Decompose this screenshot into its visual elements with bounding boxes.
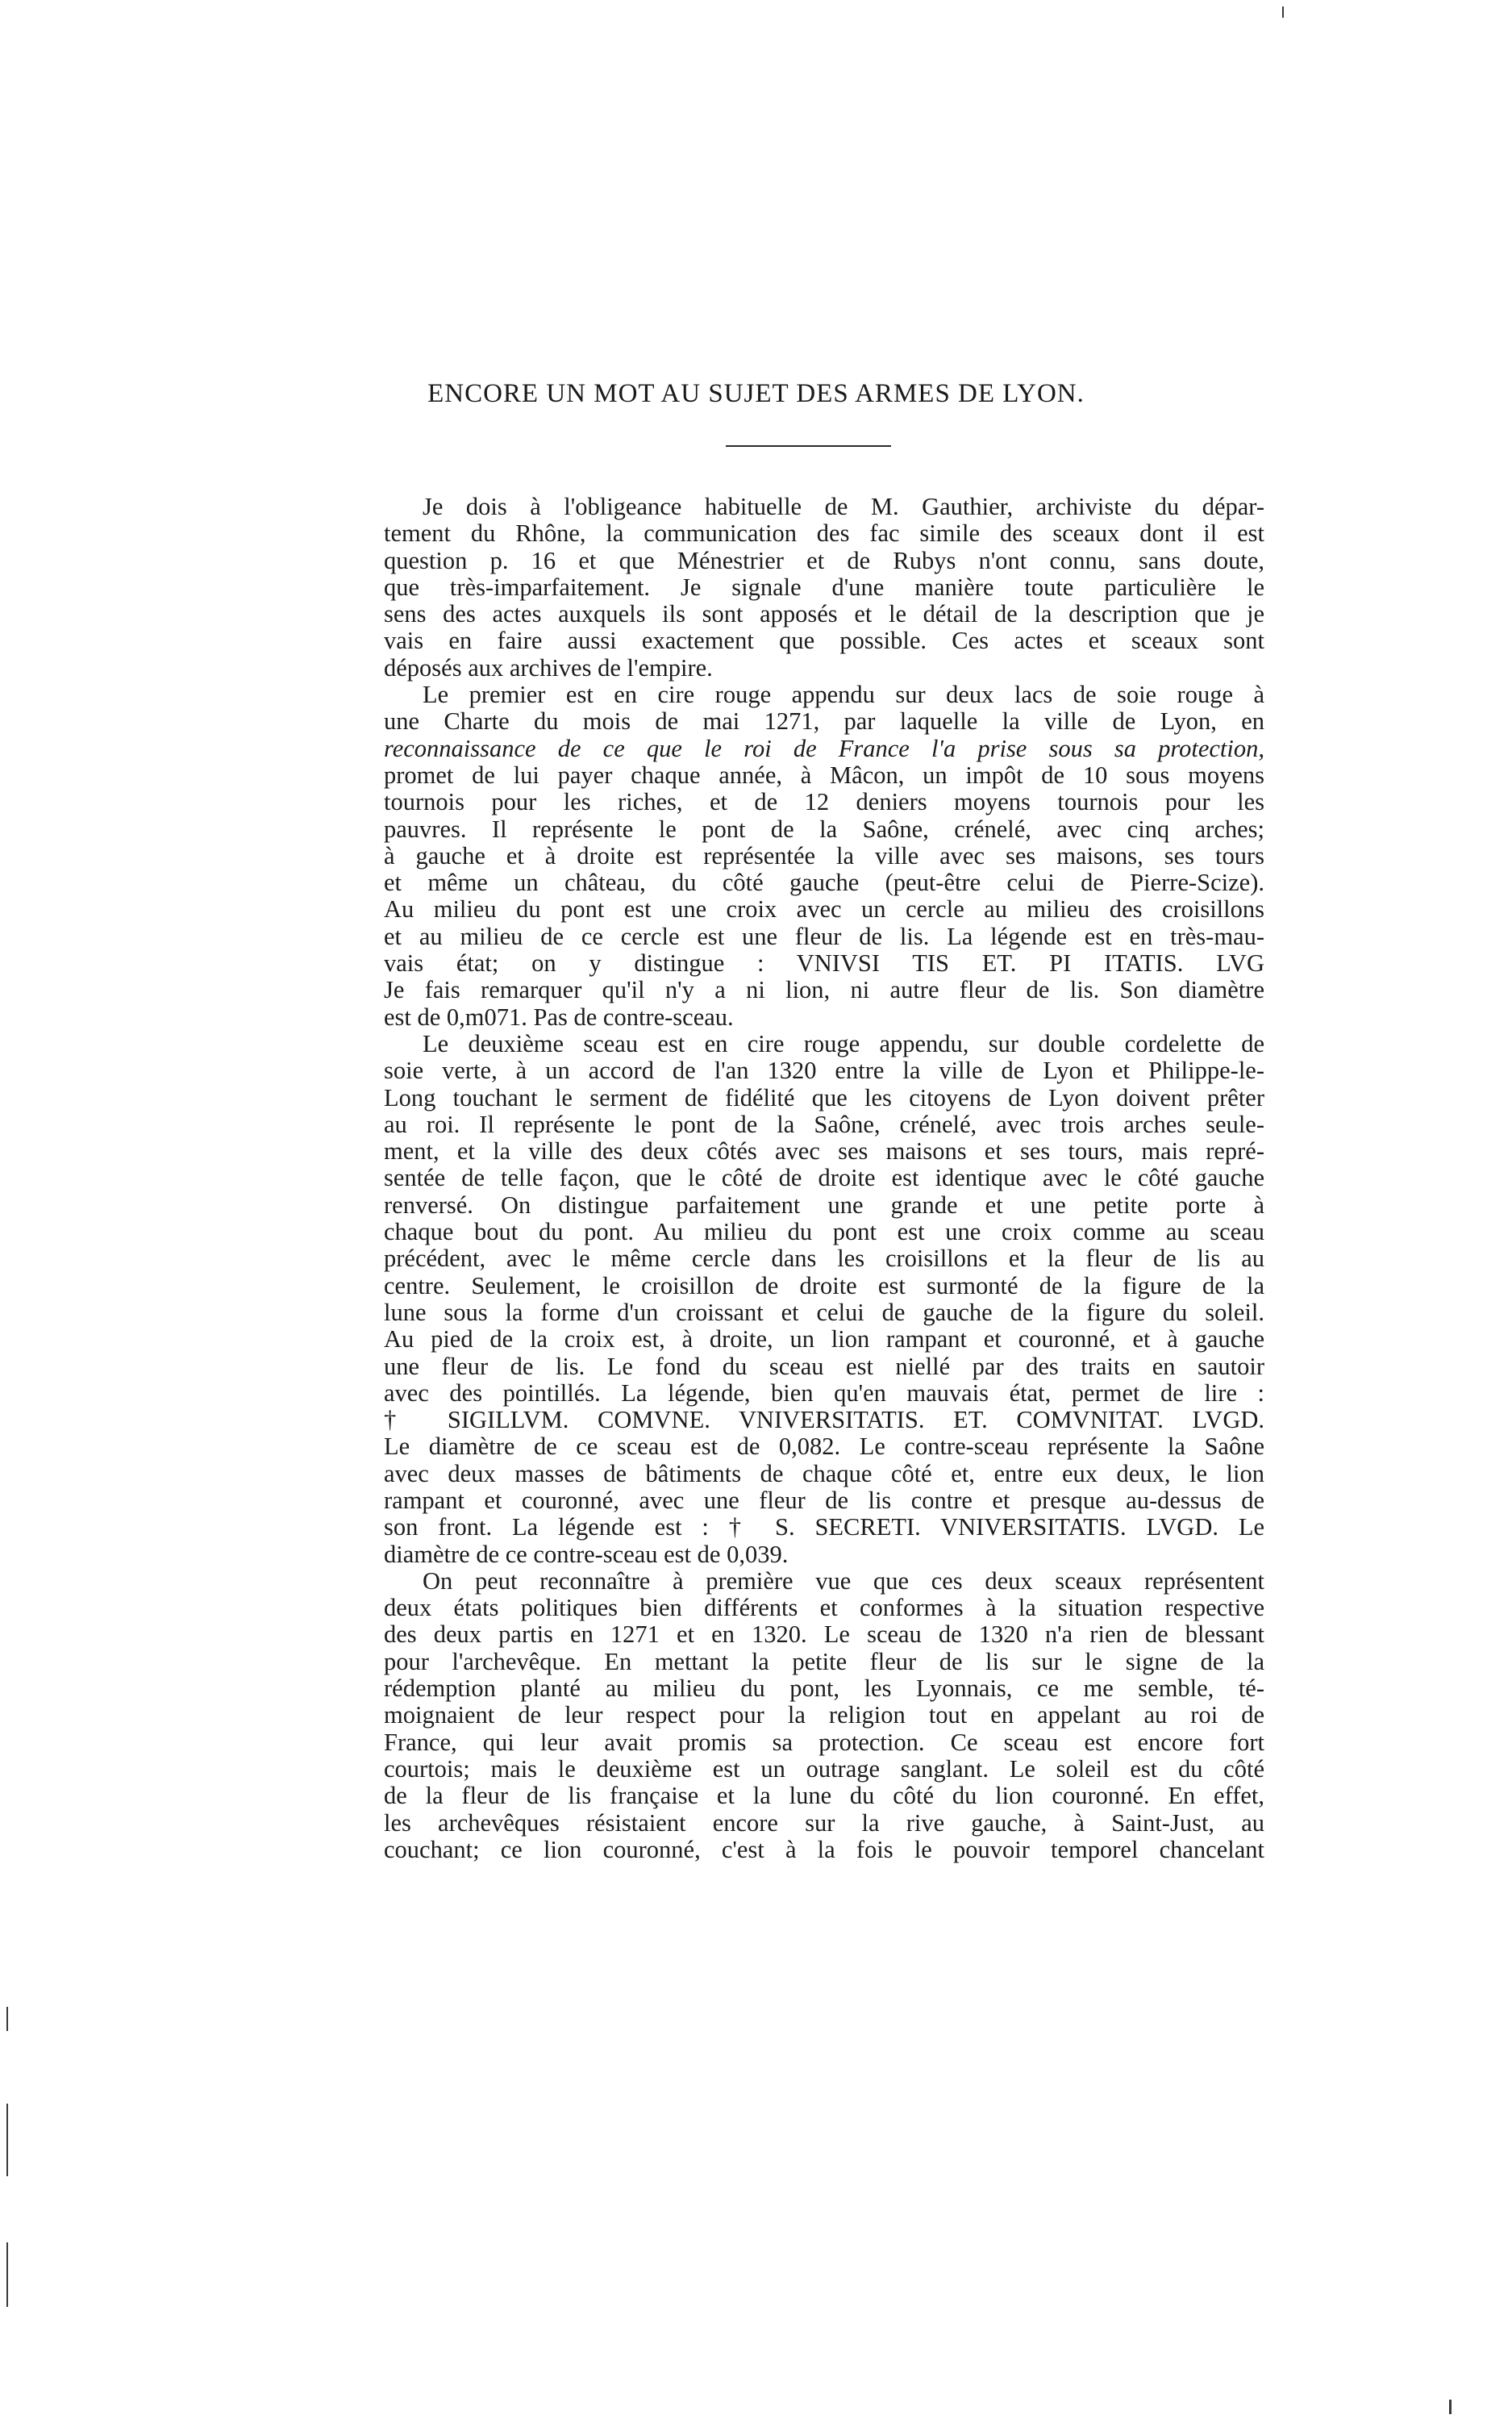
text-line: Je fais remarquer qu'il n'y a ni lion, ni autre fleur de lis. Son diamètre: [384, 976, 1264, 1004]
text-line: ment, et la ville des deux côtés avec ses maisons et ses tours, mais repré-: [384, 1137, 1264, 1166]
text-line: renversé. On distingue parfaitement une grande et une petite porte à: [384, 1191, 1264, 1219]
text-line: Long touchant le serment de fidélité que les citoyens de Lyon doivent prêter: [384, 1083, 1264, 1111]
text-line: des deux partis en 1271 et en 1320. Le sceau de 1320 n'a rien de blessant: [384, 1620, 1264, 1649]
text-line: pauvres. Il représente le pont de la Saône, crénelé, avec cinq arches;: [384, 815, 1264, 843]
text-line: On peut reconnaître à première vue que ces deux sceaux représentent: [423, 1566, 1264, 1595]
text-line: sens des actes auxquels ils sont apposés et le détail de la description que je: [384, 600, 1264, 628]
text-line: avec deux masses de bâtiments de chaque côté et, entre eux deux, le lion: [384, 1459, 1264, 1487]
text-line: moignaient de leur respect pour la religion tout en appelant au roi de: [384, 1701, 1264, 1729]
text-line: Au pied de la croix est, à droite, un lion rampant et couronné, et à gauche: [384, 1325, 1264, 1353]
text-line: promet de lui payer chaque année, à Mâcon, un impôt de 10 sous moyens: [384, 761, 1264, 789]
text-line: centre. Seulement, le croisillon de droite est surmonté de la figure de la: [384, 1271, 1264, 1299]
text-line: Au milieu du pont est une croix avec un cercle au milieu des croisillons: [384, 895, 1264, 924]
text-line: couchant; ce lion couronné, c'est à la fois le pouvoir temporel chancelant: [384, 1835, 1264, 1863]
scan-mark: [1449, 2400, 1452, 2414]
text-line: et au milieu de ce cercle est une fleur de lis. La légende est en très-mau-: [384, 922, 1264, 950]
text-line: les archevêques résistaient encore sur la rive gauche, à Saint-Just, au: [384, 1808, 1264, 1837]
text-line: Le diamètre de ce sceau est de 0,082. Le contre-sceau représente la Saône: [384, 1433, 1264, 1461]
text-line: Le premier est en cire rouge appendu sur deux lacs de soie rouge à: [423, 681, 1264, 709]
text-line: Le deuxième sceau est en cire rouge appendu, sur double cordelette de: [423, 1029, 1264, 1057]
scan-mark: [6, 2104, 8, 2176]
text-line: une Charte du mois de mai 1271, par laquelle la ville de Lyon, en: [384, 707, 1264, 736]
text-line: son front. La légende est : † S. SECRETI. VNIVERSITATIS. LVGD. Le: [384, 1513, 1264, 1541]
text-line: deux états politiques bien différents et conformes à la situation respective: [384, 1594, 1264, 1622]
text-line: vais état; on y distingue : VNIVSI TIS ET. PI ITATIS. LVG: [384, 949, 1264, 978]
text-line: au roi. Il représente le pont de la Saône, crénelé, avec trois arches seule-: [384, 1110, 1264, 1138]
text-line: vais en faire aussi exactement que possible. Ces actes et sceaux sont: [384, 627, 1264, 655]
text-line: et même un château, du côté gauche (peut-être celui de Pierre-Scize).: [384, 869, 1264, 897]
text-line: reconnaissance de ce que le roi de France l'a prise sous sa protection,: [384, 734, 1264, 762]
text-line: que très-imparfaitement. Je signale d'une manière toute particulière le: [384, 573, 1264, 601]
paragraph-1: [384, 494, 1264, 682]
text-line: lune sous la forme d'un croissant et celui de gauche de la figure du soleil.: [384, 1298, 1264, 1326]
text-line: rédemption planté au milieu du pont, les Lyonnais, ce me semble, té-: [384, 1675, 1264, 1703]
text-line: tement du Rhône, la communication des fac simile des sceaux dont il est: [384, 519, 1264, 548]
text-line: diamètre de ce contre-sceau est de 0,039.: [384, 1540, 789, 1568]
text-line: soie verte, à un accord de l'an 1320 entre la ville de Lyon et Philippe-le-: [384, 1057, 1264, 1085]
text-line: chaque bout du pont. Au milieu du pont est une croix comme au sceau: [384, 1218, 1264, 1246]
seal-legend-line: † SIGILLVM. COMVNE. VNIVERSITATIS. ET. COMVNITAT. LVGD.: [384, 1406, 1264, 1434]
text-line: déposés aux archives de l'empire.: [384, 653, 713, 682]
scan-mark: [1282, 6, 1284, 18]
text-line: est de 0,m071. Pas de contre-sceau.: [384, 1003, 734, 1031]
text-line: rampant et couronné, avec une fleur de lis contre et presque au-dessus de: [384, 1486, 1264, 1514]
text-line: Je dois à l'obligeance habituelle de M. Gauthier, archiviste du dépar-: [423, 493, 1264, 520]
text-line: tournois pour les riches, et de 12 deniers moyens tournois pour les: [384, 788, 1264, 816]
text-line: une fleur de lis. Le fond du sceau est niellé par des traits en sautoir: [384, 1352, 1264, 1380]
text-line: pour l'archevêque. En mettant la petite fleur de lis sur le signe de la: [384, 1647, 1264, 1675]
text-line: précédent, avec le même cercle dans les croisillons et la fleur de lis au: [384, 1245, 1264, 1273]
page-title: ENCORE UN MOT AU SUJET DES ARMES DE LYON.: [427, 379, 1085, 408]
text-line: France, qui leur avait promis sa protection. Ce sceau est encore fort: [384, 1728, 1264, 1756]
text-line: sentée de telle façon, que le côté de droite est identique avec le côté gauche: [384, 1164, 1264, 1192]
text-line: question p. 16 et que Ménestrier et de Rubys n'ont connu, sans doute,: [384, 546, 1264, 574]
title-divider: [726, 445, 891, 447]
paragraph-2: [384, 682, 1264, 1031]
scan-mark: [6, 2242, 8, 2307]
text-line: à gauche et à droite est représentée la ville avec ses maisons, ses tours: [384, 841, 1264, 870]
scan-mark: [6, 2007, 8, 2031]
text-line: de la fleur de lis française et la lune du côté du lion couronné. En effet,: [384, 1782, 1264, 1810]
body-text: [384, 494, 1264, 1863]
paragraph-3: [384, 1031, 1264, 1568]
text-line: avec des pointillés. La légende, bien qu'en mauvais état, permet de lire :: [384, 1378, 1264, 1407]
paragraph-4: [384, 1568, 1264, 1863]
text-line: courtois; mais le deuxième est un outrage sanglant. Le soleil est du côté: [384, 1754, 1264, 1783]
